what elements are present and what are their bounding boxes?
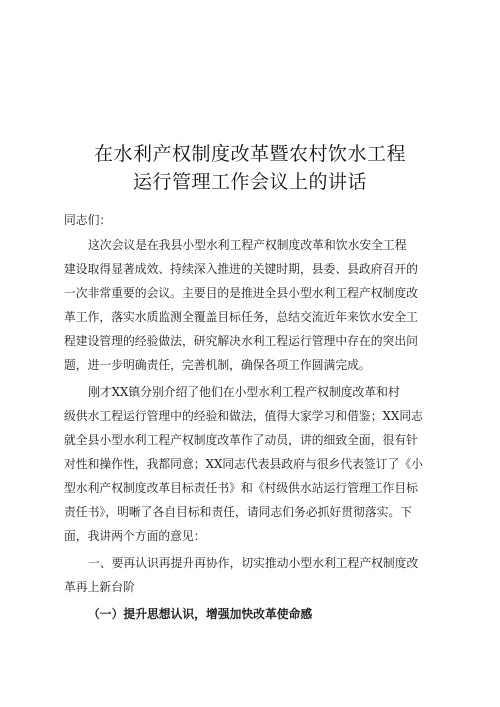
salutation: 同志们： <box>64 213 112 227</box>
subsection-1-heading: （一）提升思想认识，增强加快改革使命感 <box>88 607 313 621</box>
paragraph-1-line-2: 建设取得显著成效、持续深入推进的关键时期，县委、县政府召开的 <box>64 262 418 276</box>
paragraph-1-line-5: 程建设管理的经验做法，研究解决水利工程运行管理中存在的突出问 <box>64 334 418 348</box>
paragraph-1-line-3: 一次非常重要的会议。主要目的是推进全县小型水利工程产权制度改 <box>64 286 418 300</box>
paragraph-2-line-5: 型水利产权制度改革目标责任书》和《村级供水站运行管理工作目标 <box>64 481 418 495</box>
paragraph-1-line-6: 题，进一步明确责任，完善机制，确保各项工作圆满完成。 <box>64 358 371 372</box>
document-title-line-2: 运行管理工作会议上的讲话 <box>132 171 367 193</box>
paragraph-2-line-7: 面，我讲两个方面的意见： <box>64 529 206 543</box>
section-1-heading-line-2: 革再上新台阶 <box>64 580 135 594</box>
paragraph-2-line-3: 就全县小型水利工程产权制度改革作了动员，讲的细致全面，很有针 <box>64 433 418 447</box>
paragraph-1-line-4: 革工作，落实水质监测全覆盖目标任务，总结交流近年来饮水安全工 <box>64 310 418 324</box>
paragraph-1-line-1: 这次会议是在我县小型水利工程产权制度改革和饮水安全工程 <box>88 238 407 252</box>
paragraph-2-line-2: 级供水工程运行管理中的经验和做法，值得大家学习和借鉴；XX同志 <box>64 409 423 423</box>
paragraph-2-line-4: 对性和操作性，我都同意；XX同志代表县政府与很乡代表签订了《小 <box>64 457 423 471</box>
paragraph-2-line-6: 责任书》，明晰了各自目标和责任，请同志们务必抓好贯彻落实。下 <box>64 505 413 519</box>
paragraph-2-line-1: 刚才XX镇分别介绍了他们在小型水利工程产权制度改革和村 <box>88 385 400 399</box>
section-1-heading-line-1: 一、要再认识再提升再协作，切实推动小型水利工程产权制度改 <box>88 556 419 570</box>
document-title-line-1: 在水利产权制度改革暨农村饮水工程 <box>93 143 406 165</box>
